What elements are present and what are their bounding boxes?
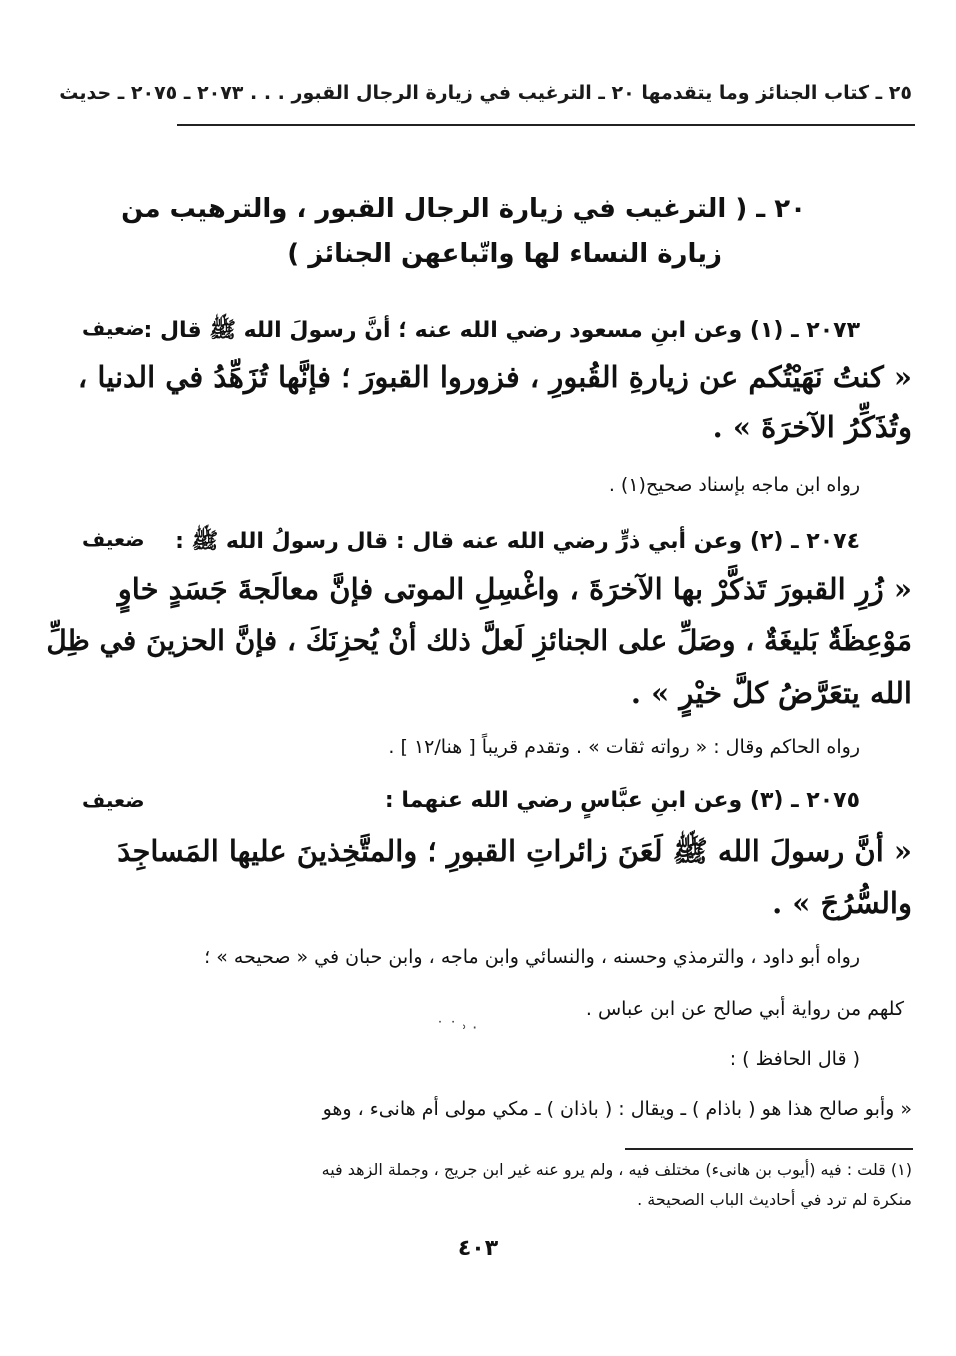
hafiz-text: « وأبو صالح هذا هو ( باذام ) ـ ويقال : ( باذان ) ـ مكي مولى أم هانىء ، وهو	[322, 1098, 912, 1120]
footnote-line: (١) قلت : فيه (أيوب بن هانىء) مختلف فيه ، ولم يرو عنه غير ابن جريج ، وجملة الزهد فيه	[321, 1160, 912, 1179]
hadith-source: رواه أبو داود ، والترمذي وحسنه ، والنسائي وابن ماجه ، وابن حبان في « صحيحه » ؛	[204, 946, 860, 968]
hadith-intro: ٢٠٧٥ ـ (٣) وعن ابنِ عبَّاسٍ رضي الله عنهما :	[384, 788, 860, 813]
hadith-source: رواه ابن ماجه بإسناد صحيح(١) .	[608, 474, 860, 496]
chapter-title-line-2: زيارة النساء لها واتّباعهن الجنائز )	[287, 239, 722, 269]
hadith-grade: ضعيف	[82, 527, 145, 551]
hadith-matn-line: « كنتُ نَهَيْتُكم عن زيارةِ القُبورِ ، فزوروا القبورَ ؛ فإنَّها تُزَهِّدُ في الدنيا ،	[77, 360, 912, 394]
hadith-intro: ٢٠٧٤ ـ (٢) وعن أبي ذرٍّ رضي الله عنه قال : قال رسولُ الله ﷺ :	[175, 529, 860, 554]
hadith-grade: ضعيف	[82, 316, 145, 340]
header-divider	[177, 124, 915, 126]
hadith-source: كلهم من رواية أبي صالح عن ابن عباس .	[585, 998, 904, 1020]
chapter-title-line-1: ٢٠ ـ ( الترغيب في زيارة الرجال القبور ، والترهيب من	[121, 194, 806, 224]
hadith-matn-line: « زُرِ القبورَ تَذكَّرْ بها الآخرَةَ ، واغْسِلِ الموتى فإنَّ معالَجةَ جَسَدٍ خاوٍ	[117, 572, 912, 606]
hadith-matn-line: مَوْعِظَةٌ بَليغَةٌ ، وصَلِّ على الجنائزِ لَعلَّ ذلك أنْ يُحزِنَكَ ، فإنَّ الحزينَ في ظِلِّ	[46, 624, 912, 657]
hadith-matn-line: « أنَّ رسولَ الله ﷺ لَعَنَ زائراتِ القبورِ ؛ والمتَّخِذينَ عليها المَساجِدَ	[117, 834, 912, 868]
hadith-matn-line: وتُذَكِّرُ الآخرَةَ » .	[712, 410, 912, 444]
hadith-source: رواه الحاكم وقال : « رواته ثقات » . وتقدم قريباً [ هنا/١٢ ] .	[388, 736, 860, 758]
hadith-intro: ٢٠٧٣ ـ (١) وعن ابنِ مسعود رضي الله عنه ؛ أنَّ رسولَ الله ﷺ قال :	[143, 318, 860, 343]
hadith-grade: ضعيف	[82, 788, 145, 812]
footnote-line: منكرة لم ترد في أحاديث الباب الصحيحة .	[637, 1190, 912, 1209]
hadith-matn-line: الله يتعَرَّضُ كلَّ خيْرٍ » .	[630, 676, 912, 710]
hadith-matn-line: والسُّرُجَ » .	[772, 886, 912, 920]
page-number: ٤٠٣	[457, 1236, 499, 1261]
running-header: ٢٥ ـ كتاب الجنائز وما يتقدمها ٢٠ ـ الترغيب في زيارة الرجال القبور . . . ٢٠٧٣ ـ ٢٠٧٥ ـ حديث	[59, 82, 912, 104]
hafiz-label: ( قال الحافظ ) :	[729, 1048, 860, 1070]
scan-specks: ˙ ˙ ˒ ·	[436, 1018, 478, 1037]
footnote-divider	[625, 1148, 913, 1150]
